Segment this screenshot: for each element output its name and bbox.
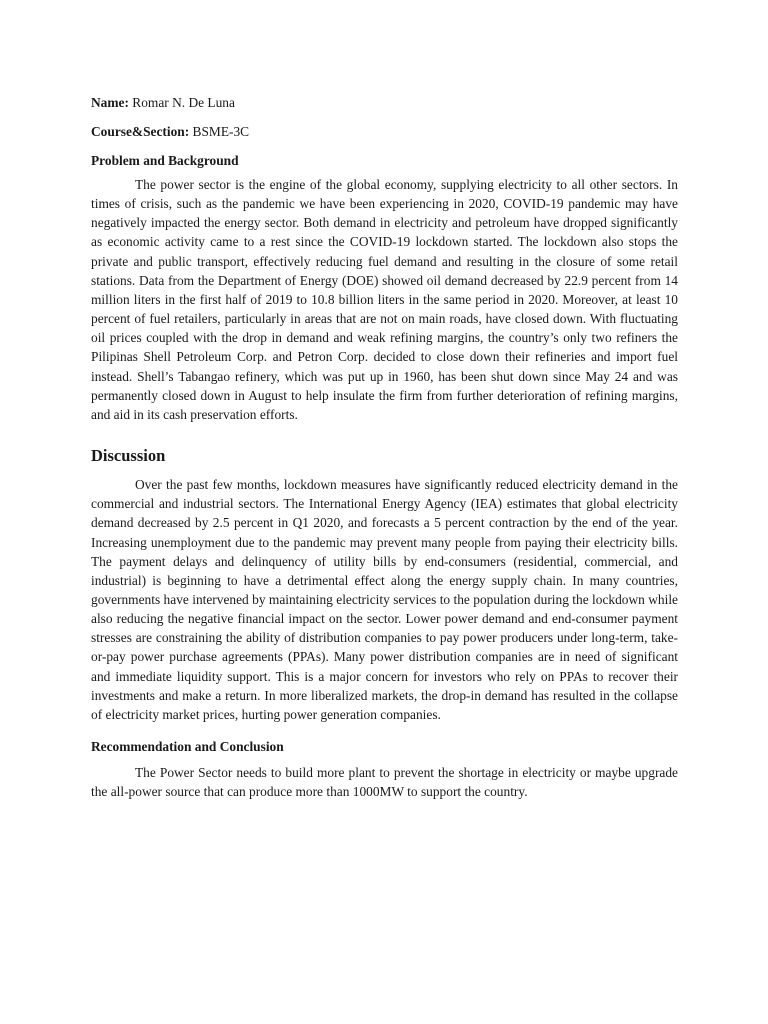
discussion-heading: Discussion [91,446,166,466]
course-section-line [91,122,678,141]
course-section-label: Course&Section: [91,124,190,139]
problem-background-heading: Problem and Background [91,153,239,168]
course-section-value: BSME-3C [192,124,250,139]
name-line [91,93,678,112]
discussion-paragraph: Over the past few months, lockdown measures have significantly reduced electricity demand in the commercial and industrial sectors. The International Energy Agency (IEA) estimates that global electricity demand decreased by 2.5 percent in Q1 2020, and forecasts a 5 percent contraction by the end of the year. Increasing unemployment due to the pandemic may prevent many people from paying their electricity bills. The payment delays and delinquency of utility bills by end-consumers (residential, commercial, and industrial) is beginning to have a detrimental effect along the energy supply chain. In many countries, governments have intervened by maintaining electricity services to the population during the lockdown while also reducing the negative financial impact on the sector. Lower power demand and end-consumer payment stresses are constraining the ability of distribution companies to pay power producers under long-term, take-or-pay power purchase agreements (PPAs). Many power distribution companies are in need of significant and immediate liquidity support. This is a major concern for investors who rely on PPAs to recover their investments and make a return. In more liberalized markets, the drop-in demand has resulted in the collapse of electricity market prices, hurting power generation companies. [91,477,678,722]
recommendation-conclusion-paragraph: The Power Sector needs to build more plant to prevent the shortage in electricity or maybe upgrade the all-power source that can produce more than 1000MW to support the country. [91,765,678,800]
name-label: Name: [91,95,129,110]
problem-background-paragraph: The power sector is the engine of the global economy, supplying electricity to all other sectors. In times of crisis, such as the pandemic we have been experiencing in 2020, COVID-19 pandemic may have negatively impacted the energy sector. Both demand in electricity and petroleum have dropped significantly as economic activity came to a rest since the COVID-19 lockdown started. The lockdown also stops the private and public transport, effectively reducing fuel demand and resulting in the closure of some retail stations. Data from the Department of Energy (DOE) showed oil demand decreased by 22.9 percent from 14 million liters in the first half of 2019 to 10.8 billion liters in the same period in 2020. Moreover, at least 10 percent of fuel retailers, particularly in areas that are not on main roads, have closed down. With fluctuating oil prices coupled with the drop in demand and weak refining margins, the country’s only two refiners the Pilipinas Shell Petroleum Corp. and Petron Corp. decided to close down their refineries and import fuel instead. Shell’s Tabangao refinery, which was put up in 1960, has been shut down since May 24 and was permanently closed down in August to help insulate the firm from further deterioration of refining margins, and aid in its cash preservation efforts. [91,177,678,422]
name-value: Romar N. De Luna [132,95,235,110]
document-page [91,93,678,801]
recommendation-conclusion-heading: Recommendation and Conclusion [91,739,284,755]
